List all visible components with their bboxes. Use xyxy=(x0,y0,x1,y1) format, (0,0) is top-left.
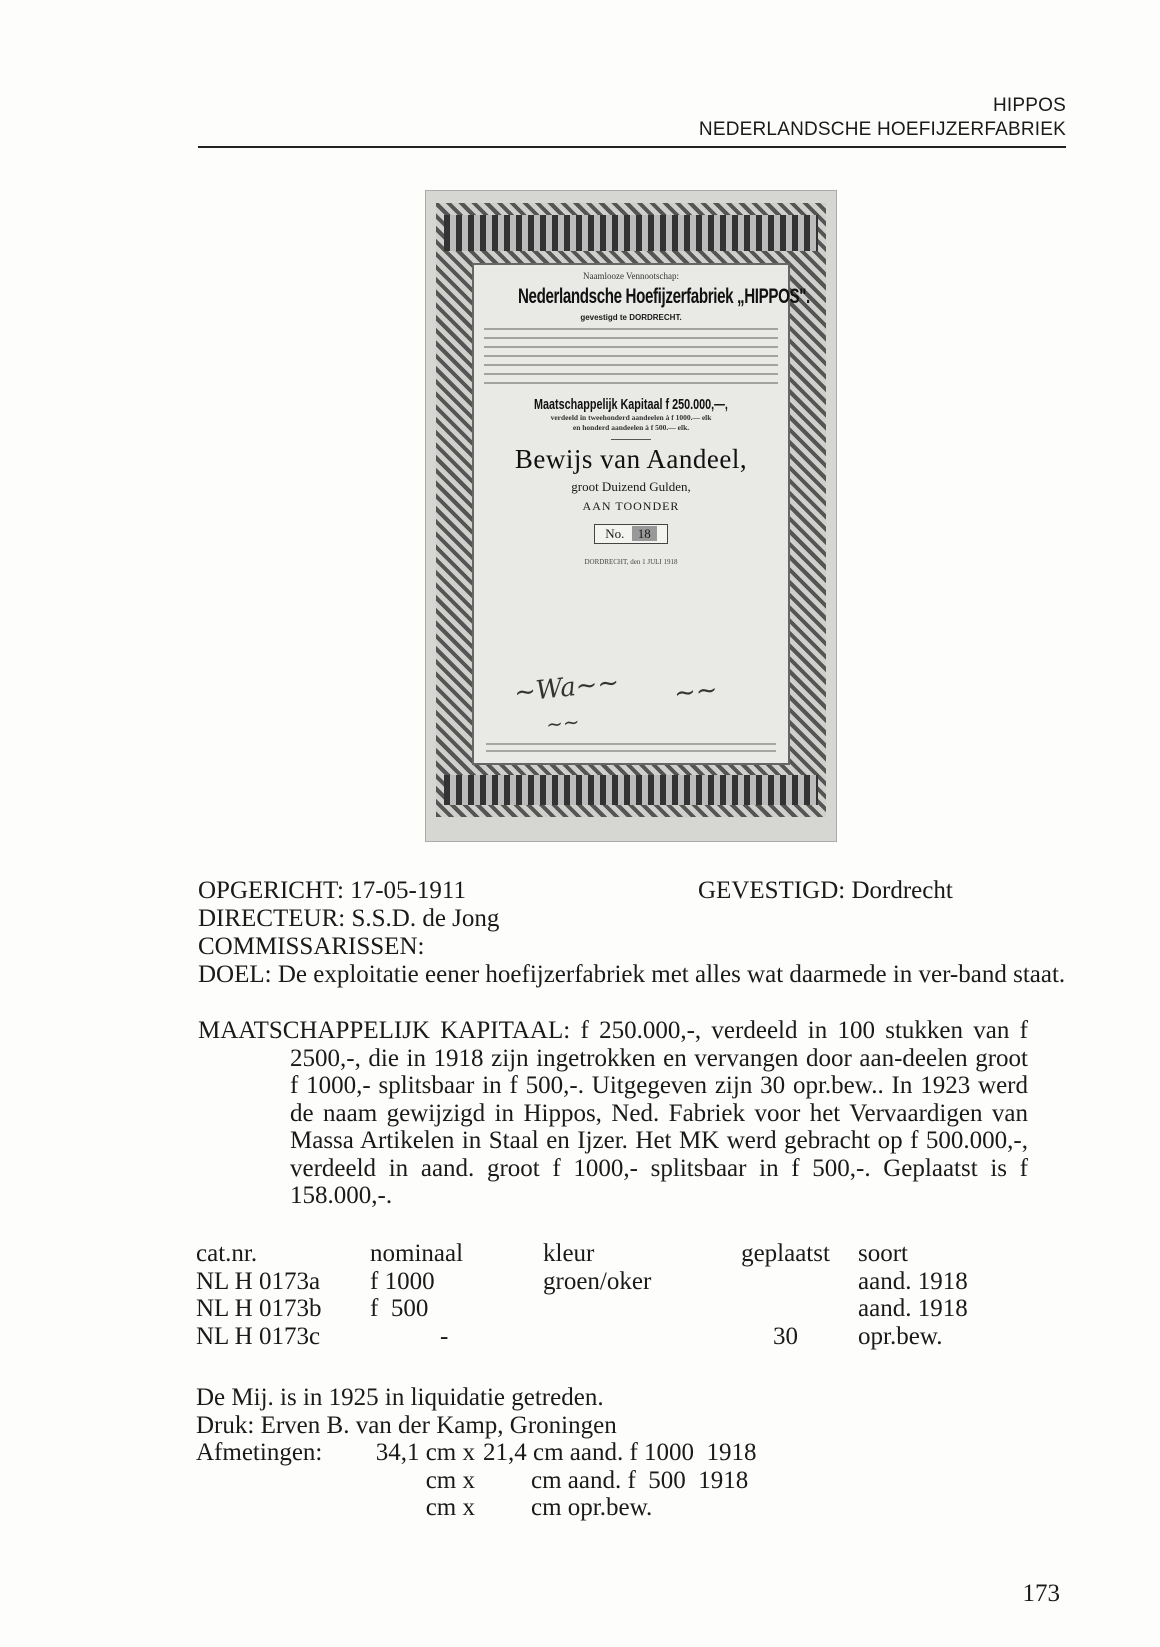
signature-2: ~~ xyxy=(672,674,720,710)
directeur-row xyxy=(198,905,499,933)
opgericht-label: OPGERICHT: xyxy=(198,877,344,904)
certificate-fine-print xyxy=(484,328,778,386)
kapitaal-text: f 250.000,-, verdeeld in 100 stukken van f 2500,-, die in 1918 zijn ingetrokken en vervangen door aan-deelen groot f 1000,- splitsbaar in f 500,-. Uitgegeven zijn 30 opr.bew.. In 1923 werd de naam gewijzigd in Hippos, Ned. Fabriek voor het Vervaardigen van Massa Artikelen in Staal en Ijzer. Het MK werd gebracht op f 500.000,-, verdeeld in aand. groot f 1000,- splitsbaar in f 500,-. Geplaatst is f 158.000,-. xyxy=(290,1017,1029,1209)
table-row xyxy=(196,1295,1018,1323)
table-cell: aand. 1918 xyxy=(858,1295,968,1322)
certificate-number: 18 xyxy=(632,526,657,541)
table-header-kleur: kleur xyxy=(543,1240,595,1267)
opgericht-value: 17-05-1911 xyxy=(350,877,466,904)
certificate-bearer: AAN TOONDER xyxy=(582,499,680,513)
signature-3: ~~ xyxy=(544,709,581,737)
page-number: 173 xyxy=(1022,1580,1060,1607)
druk-note: Druk: Erven B. van der Kamp, Groningen xyxy=(196,1411,617,1439)
table-header-geplaatst: geplaatst xyxy=(741,1240,830,1267)
dimension-height: cm aand. f 500 1918 xyxy=(531,1466,749,1494)
table-cell: NL H 0173b xyxy=(196,1295,322,1322)
table-cell: groen/oker xyxy=(543,1267,652,1295)
certificate-number-box xyxy=(594,524,667,544)
header-line-2: NEDERLANDSCHE HOEFIJZERFABRIEK xyxy=(698,119,1066,140)
certificate-company-name: Nederlandsche Hoefijzerfabriek „HIPPOS". xyxy=(517,285,810,308)
dimensions-row xyxy=(196,1467,757,1495)
certificate-date: DORDRECHT, den 1 JULI 1918 xyxy=(584,558,678,566)
dimension-height: cm opr.bew. xyxy=(531,1494,653,1521)
dimension-width: cm x xyxy=(425,1494,475,1521)
table-cell xyxy=(713,1268,858,1296)
dimension-height: 21,4 cm aand. f 1000 1918 xyxy=(483,1439,757,1466)
certificate-capital-sub-2: en honderd aandeelen à f 500.— elk. xyxy=(572,423,690,432)
dimension-width: cm x xyxy=(425,1466,475,1494)
certificate-vennootschap: Naamlooze Vennootschap: xyxy=(582,271,680,281)
table-row xyxy=(196,1268,1018,1296)
dimensions-row xyxy=(196,1494,757,1522)
commissarissen-label: COMMISSARISSEN: xyxy=(198,933,425,960)
doel-paragraph xyxy=(198,961,1098,989)
certificate-title: Bewijs van Aandeel, xyxy=(514,444,748,474)
afmetingen-label: Afmetingen: xyxy=(196,1439,323,1466)
table-cell: f 500 xyxy=(370,1295,429,1322)
certificate-seat: gevestigd te DORDRECHT. xyxy=(580,313,682,322)
kapitaal-label: MAATSCHAPPELIJK KAPITAAL: xyxy=(198,1017,571,1044)
table-cell: f 1000 xyxy=(370,1267,435,1295)
table-cell: NL H 0173c xyxy=(196,1322,321,1350)
doel-label: DOEL: xyxy=(198,961,272,988)
header-rule xyxy=(198,146,1066,148)
kapitaal-paragraph xyxy=(198,1017,1028,1210)
table-cell xyxy=(543,1323,713,1351)
table-cell xyxy=(543,1295,713,1323)
gevestigd-group xyxy=(698,877,953,905)
certificate-bottom-band xyxy=(444,775,818,805)
notes-block xyxy=(196,1384,757,1522)
certificate-denomination: groot Duizend Gulden, xyxy=(571,479,691,494)
table-cell: aand. 1918 xyxy=(858,1267,968,1295)
certificate-body xyxy=(472,263,810,765)
certificate-top-band xyxy=(444,215,818,251)
header-line-1: HIPPOS xyxy=(993,95,1066,116)
certificate-divider xyxy=(611,439,651,440)
table-cell: - xyxy=(440,1322,449,1350)
dimension-width: 34,1 cm x xyxy=(375,1439,475,1466)
directeur-label: DIRECTEUR: xyxy=(198,905,346,932)
table-cell xyxy=(713,1295,858,1323)
catalog-table xyxy=(196,1240,1018,1350)
table-header-nominaal: nominaal xyxy=(370,1240,464,1267)
certificate-number-label: No. xyxy=(605,526,625,541)
share-certificate-image xyxy=(425,190,837,842)
opgericht-row xyxy=(198,877,998,905)
table-row xyxy=(196,1323,1018,1351)
table-cell: opr.bew. xyxy=(858,1322,943,1350)
table-cell: NL H 0173a xyxy=(196,1267,321,1295)
certificate-footer-print xyxy=(486,743,776,757)
gevestigd-value: Dordrecht xyxy=(851,877,953,904)
running-header xyxy=(699,94,1066,142)
dimensions-row xyxy=(196,1439,757,1467)
liquidatie-note: De Mij. is in 1925 in liquidatie getreden. xyxy=(196,1384,604,1411)
certificate-capital: Maatschappelijk Kapitaal f 250.000,—, xyxy=(534,396,728,413)
table-header-soort: soort xyxy=(858,1240,908,1267)
table-header-catnr: cat.nr. xyxy=(196,1240,258,1267)
table-cell: 30 xyxy=(773,1322,798,1350)
directeur-value: S.S.D. de Jong xyxy=(351,905,500,932)
doel-text: De exploitatie eener hoefijzerfabriek met alles wat daarmede in ver-band staat. xyxy=(277,961,1066,988)
certificate-capital-sub-1: verdeeld in tweehonderd aandeelen à f 1000.— elk xyxy=(550,413,712,422)
table-header-row xyxy=(196,1240,1018,1268)
gevestigd-label: GEVESTIGD: xyxy=(698,877,846,904)
signature-1: ~Wa~~ xyxy=(512,667,621,709)
